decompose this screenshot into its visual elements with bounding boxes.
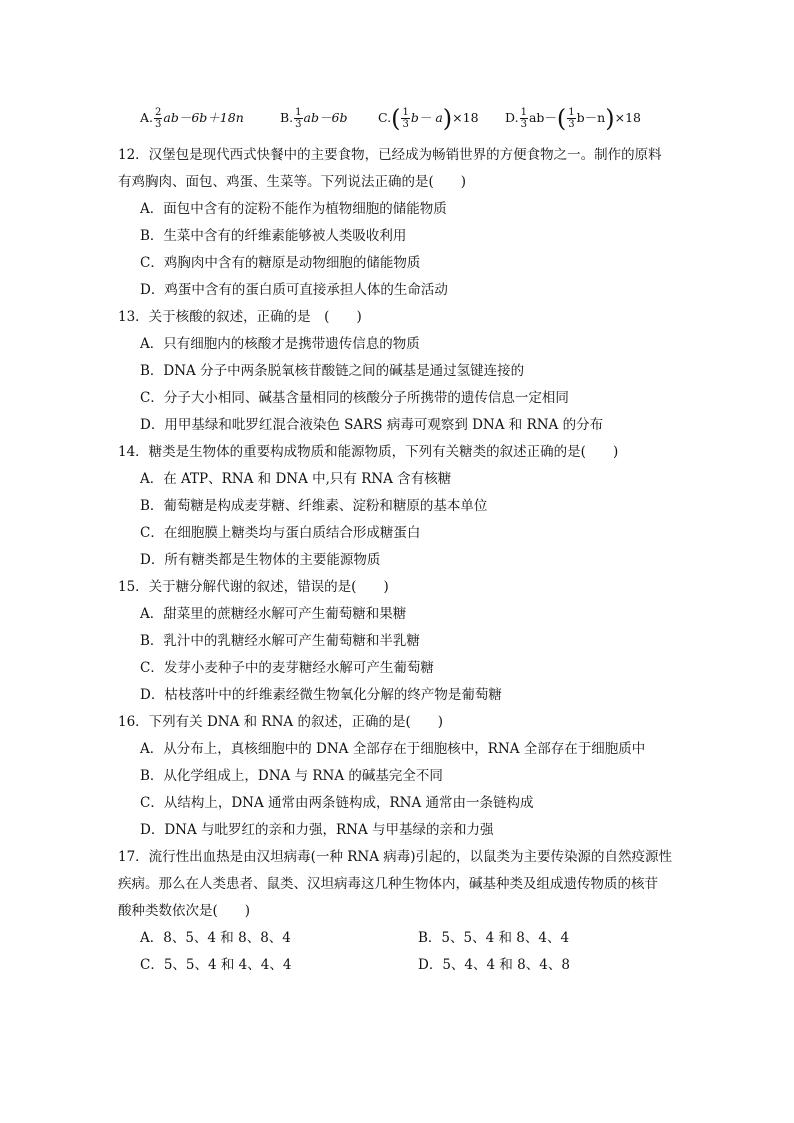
expression: ab－6b＋18n (163, 110, 244, 125)
q13-option-d: D．用甲基绿和吡罗红混合液染色 SARS 病毒可观察到 DNA 和 RNA 的分布 (140, 417, 604, 433)
q17-option-a: A．8、5、4 和 8、8、4 (140, 930, 291, 946)
q15-stem: 15．关于糖分解代谢的叙述，错误的是( ) (118, 579, 389, 595)
q16-option-c: C．从结构上，DNA 通常由两条链构成，RNA 通常由一条链构成 (140, 795, 534, 811)
q14-option-b: B．葡萄糖是构成麦芽糖、纤维素、淀粉和糖原的基本单位 (140, 498, 488, 514)
q11-option-d: D. $\frac{1}{3}$ ab－( $\frac{1}{3}$ b－n)×18 (505, 104, 641, 133)
expression-tail: ×18 (614, 110, 641, 125)
q16-option-d: D．DNA 与吡罗红的亲和力强，RNA 与甲基绿的亲和力强 (140, 822, 494, 838)
option-label: C. (378, 110, 392, 125)
q15-option-c: C．发芽小麦种子中的麦芽糖经水解可产生葡萄糖 (140, 660, 434, 676)
fraction: $\frac{1}{3}$ (295, 107, 302, 130)
q13-option-c: C．分子大小相同、碱基含量相同的核酸分子所携带的遗传信息一定相同 (140, 390, 569, 406)
q14-stem: 14．糖类是生物体的重要构成物质和能源物质，下列有关糖类的叙述正确的是( ) (118, 444, 619, 460)
q13-stem: 13．关于核酸的叙述，正确的是 ( ) (118, 309, 362, 325)
q13-option-a: A．只有细胞内的核酸才是携带遗传信息的物质 (140, 336, 420, 352)
q12-option-b: B．生菜中含有的纤维素能够被人类吸收利用 (140, 228, 407, 244)
q17-option-c: C．5、5、4 和 4、4、4 (140, 957, 292, 973)
q17-stem-line-2: 疾病。那么在人类患者、鼠类、汉坦病毒这几种生物体内，碱基种类及组成遗传物质的核苷 (118, 876, 658, 892)
q12-stem-line-1: 12．汉堡包是现代西式快餐中的主要食物，已经成为畅销世界的方便食物之一。制作的原料 (118, 147, 662, 163)
q11-option-c: C.( $\frac{1}{3}$ b－ a)×18 (378, 104, 479, 133)
q16-option-b: B．从化学组成上，DNA 与 RNA 的碱基完全不同 (140, 768, 443, 784)
q16-option-a: A．从分布上，真核细胞中的 DNA 全部存在于细胞核中，RNA 全部存在于细胞质中 (140, 741, 646, 757)
expression: b－ a (410, 110, 443, 125)
option-label: A. (140, 110, 154, 125)
expression: ab－ (528, 110, 557, 125)
q17-option-d: D．5、4、4 和 8、4、8 (418, 957, 570, 973)
q12-option-a: A．面包中含有的淀粉不能作为植物细胞的储能物质 (140, 201, 447, 217)
q14-option-a: A．在 ATP、RNA 和 DNA 中,只有 RNA 含有核糖 (140, 471, 452, 487)
q17-stem-line-3: 酸种类数依次是( ) (118, 903, 251, 919)
fraction: $\frac{1}{3}$ (402, 107, 409, 130)
fraction: $\frac{2}{3}$ (155, 107, 162, 130)
q17-stem-line-1: 17．流行性出血热是由汉坦病毒(一种 RNA 病毒)引起的，以鼠类为主要传染源的自然疫源性 (118, 849, 673, 865)
q15-option-b: B．乳汁中的乳糖经水解可产生葡萄糖和半乳糖 (140, 633, 420, 649)
q13-option-b: B．DNA 分子中两条脱氧核苷酸链之间的碱基是通过氢键连接的 (140, 363, 525, 379)
q14-option-d: D．所有糖类都是生物体的主要能源物质 (140, 552, 381, 568)
q16-stem: 16．下列有关 DNA 和 RNA 的叙述，正确的是( ) (118, 714, 443, 730)
q12-option-d: D．鸡蛋中含有的蛋白质可直接承担人体的生命活动 (140, 282, 448, 298)
q12-option-c: C．鸡胸肉中含有的糖原是动物细胞的储能物质 (140, 255, 421, 271)
q11-option-a (140, 106, 244, 130)
fraction: $\frac{1}{3}$ (568, 107, 575, 130)
expression-tail: ×18 (452, 110, 479, 125)
q15-option-a: A．甜菜里的蔗糖经水解可产生葡萄糖和果糖 (140, 606, 407, 622)
expression: b－n (576, 110, 606, 125)
expression: ab－6b (303, 110, 348, 125)
q17-option-b: B．5、5、4 和 8、4、4 (418, 930, 570, 946)
fraction: $\frac{1}{3}$ (520, 107, 527, 130)
q15-option-d: D．枯枝落叶中的纤维素经微生物氧化分解的终产物是葡萄糖 (140, 687, 502, 703)
option-label: B. (280, 110, 294, 125)
q12-stem-line-2: 有鸡胸肉、面包、鸡蛋、生菜等。下列说法正确的是( ) (118, 174, 467, 190)
q11-option-b (280, 106, 347, 130)
option-label: D. (505, 110, 519, 125)
q14-option-c: C．在细胞膜上糖类均与蛋白质结合形成糖蛋白 (140, 525, 421, 541)
